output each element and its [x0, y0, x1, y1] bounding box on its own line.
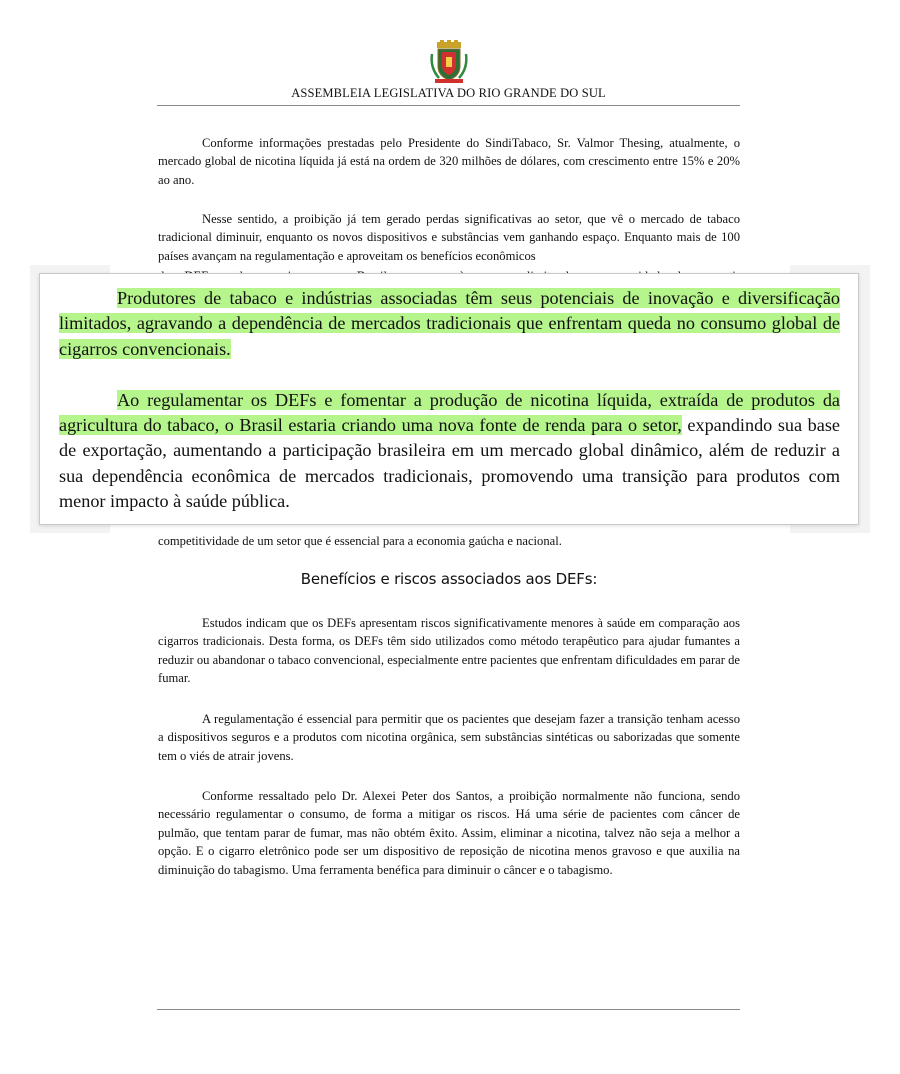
page-header [157, 40, 740, 101]
highlight-produtores: Produtores de tabaco e indústrias associadas têm seus potenciais de inovação e diversificação limitados, agravando a dependência de mercados tradicionais que enfrentam queda no consumo global de cigarros convencionais. [59, 288, 840, 359]
paragraph-sinditabaco: Conforme informações prestadas pelo Presidente do SindiTabaco, Sr. Valmor Thesing, atualmente, o mercado global de nicotina líquida já está na ordem de 320 milhões de dólares, com crescimento entre 15% e 20% ao ano. [158, 136, 740, 187]
zoom-paragraph-regulamentar [59, 388, 840, 515]
header-rule [157, 105, 740, 106]
coat-of-arms-icon [429, 40, 469, 84]
section-heading: Benefícios e riscos associados aos DEFs: [300, 570, 598, 588]
footer-rule [157, 1009, 740, 1010]
header-title: ASSEMBLEIA LEGISLATIVA DO RIO GRANDE DO SUL [291, 86, 606, 100]
paragraph-regulamentacao: A regulamentação é essencial para permitir que os pacientes que desejam fazer a transição tenham acesso a dispositivos seguros e a produtos com nicotina orgânica, sem substâncias sintéticas ou saborizadas que somente tem o viés de atrair jovens. [158, 712, 740, 763]
paragraph-proibicao: Nesse sentido, a proibição já tem gerado perdas significativas ao setor, que vê o mercado de tabaco tradicional diminuir, enquanto os novos dispositivos e substâncias vem ganhando espaço. Enquanto mais de 100 países avançam na regulamentação e aproveitam os benefícios econômicos [158, 212, 740, 263]
paragraph-estudos: Estudos indicam que os DEFs apresentam riscos significativamente menores à saúde em comparação aos cigarros tradicionais. Desta forma, os DEFs têm sido utilizados como método terapêutico para ajudar fumantes a reduzir ou abandonar o tabaco convencional, especialmente entre pacientes que enfrentam dificuldades em parar de fumar. [158, 616, 740, 686]
zoom-regulamentar-rest: expandindo sua base de exportação, aumentando a participação brasileira em um mercado global dinâmico, além de reduzir a sua dependência econômica de mercados tradicionais, promovendo uma transição para produtos com menor impacto à saúde pública. [59, 415, 840, 512]
paragraph-competitividade: competitividade de um setor que é essencial para a economia gaúcha e nacional. [158, 534, 562, 548]
paragraph-dr-alexei: Conforme ressaltado pelo Dr. Alexei Peter dos Santos, a proibição normalmente não funciona, sendo necessário regulamentar o consumo, de forma a mitigar os riscos. Há uma série de pacientes com câncer de pulmão, que tentam parar de fumar, mas não obtém êxito. Assim, eliminar a nicotina, talvez não seja a melhor a opção. E o cigarro eletrônico pode ser um dispositivo de reposição de nicotina menos gravoso e que auxilia na diminuição do tabagismo. Uma ferramenta benéfica para diminuir o câncer e o tabagismo. [158, 789, 740, 877]
highlight-regulamentar: Ao regulamentar os DEFs e fomentar a produção de nicotina líquida, extraída de produtos da agricultura do tabaco, o Brasil estaria criando uma nova fonte de renda para o setor, [59, 389, 840, 436]
zoom-callout [39, 273, 859, 525]
zoom-paragraph-produtores [59, 286, 840, 362]
